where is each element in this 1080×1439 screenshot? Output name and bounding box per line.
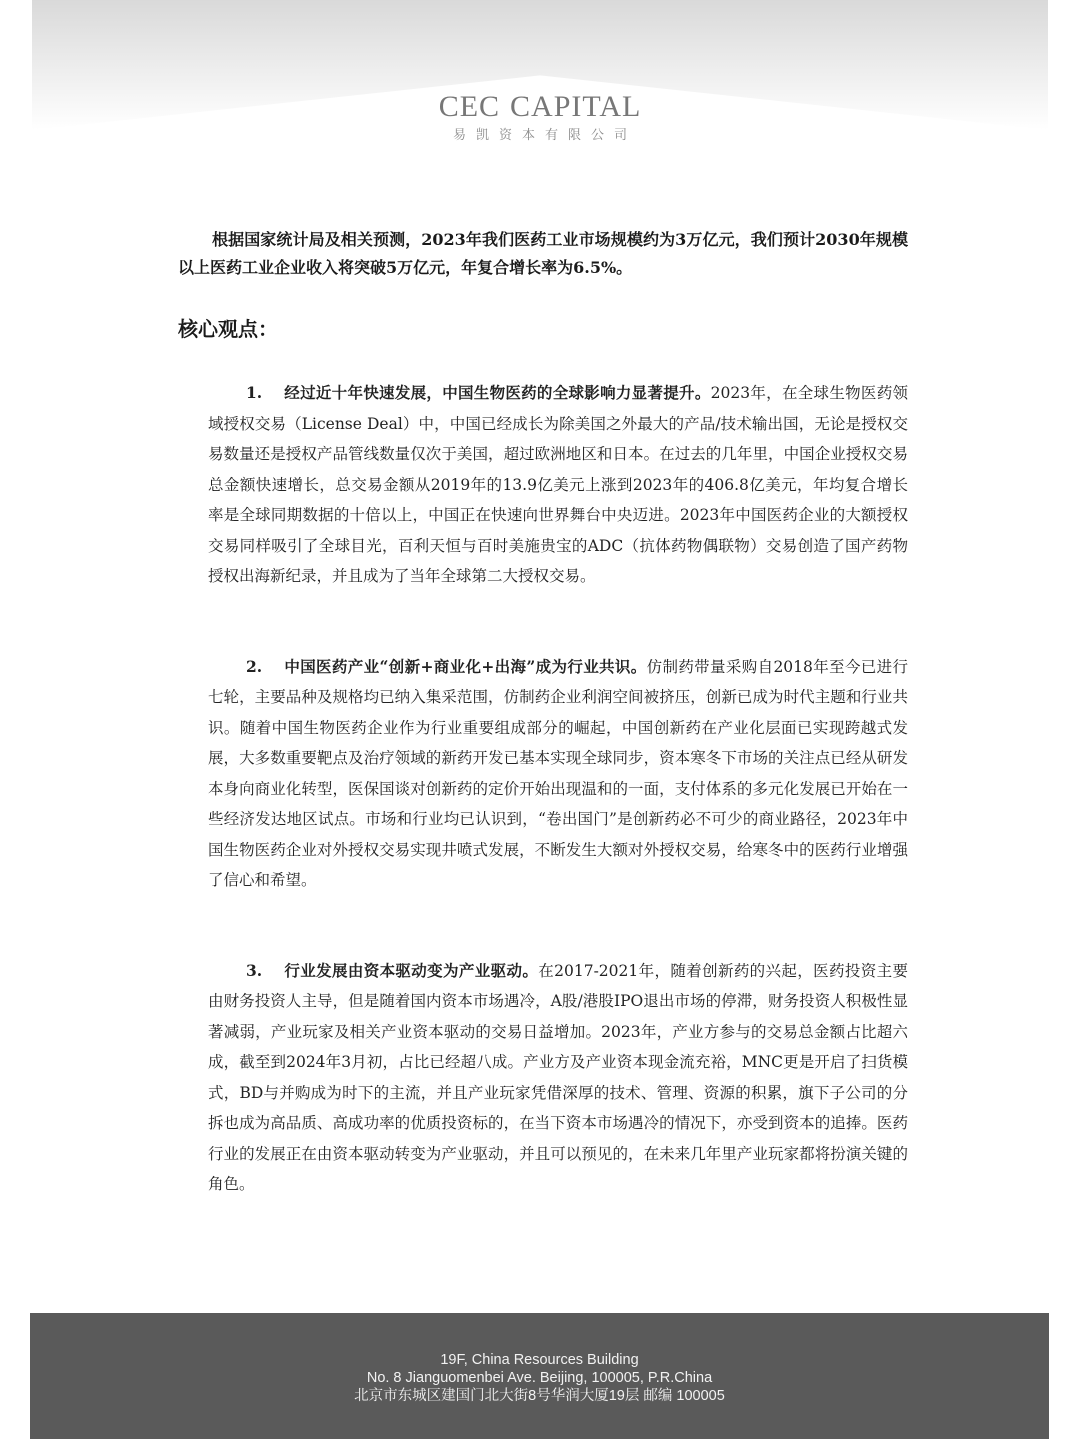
logo-capital: CAPITAL <box>510 90 642 123</box>
key-point-3 <box>208 956 908 1200</box>
footer-line-3: 北京市东城区建国门北大街8号华润大厦19层 邮编 100005 <box>354 1388 725 1404</box>
key-point-1 <box>208 378 908 592</box>
point-body: 仿制药带量采购自2018年至今已进行七轮，主要品种及规格均已纳入集采范围，仿制药企业利润空间被挤压，创新已成为时代主题和行业共识。随着中国生物医药企业作为行业重要组成部分的崛起，中国创新药在产业化层面已实现跨越式发展，大多数重要靶点及治疗领域的新药开发已基本实现全球同步，资本寒冬下市场的关注点已经从研发本身向商业化转型，医保国谈对创新药的定价开始出现温和的一面，支付体系的多元化发展已开始在一些经济发达地区试点。市场和行业均已认识到，“卷出国门”是创新药必不可少的商业路径，2023年中国生物医药企业对外授权交易实现井喷式发展，不断发生大额对外授权交易，给寒冬中的医药行业增强了信心和希望。 <box>208 657 909 889</box>
point-number: 1. <box>246 383 263 402</box>
point-lead: 行业发展由资本驱动变为产业驱动。 <box>284 960 539 980</box>
point-body: 2023年，在全球生物医药领域授权交易（License Deal）中，中国已经成长为除美国之外最大的产品/技术输出国，无论是授权交易数量还是授权产品管线数量仅次于美国，超过欧洲地区和日本。在过去的几年里，中国企业授权交易总金额快速增长，总交易金额从2019年的13.9亿美元上涨到2023年的406.8亿美元，年均复合增长率是全球同期数据的十倍以上，中国正在快速向世界舞台中央迈进。2023年中国医药企业的大额授权交易同样吸引了全球目光，百利天恒与百时美施贵宝的ADC（抗体药物偶联物）交易创造了国产药物授权出海新纪录，并且成为了当年全球第二大授权交易。 <box>208 384 908 585</box>
point-body: 在2017-2021年，随着创新药的兴起，医药投资主要由财务投资人主导，但是随着国内资本市场遇冷，A股/港股IPO退出市场的停滞，财务投资人积极性显著减弱，产业玩家及相关产业资本驱动的交易日益增加。2023年，产业方参与的交易总金额占比超六成，截至到2024年3月初，占比已经超八成。产业方及产业资本现金流充裕，MNC更是开启了扫货模式，BD与并购成为时下的主流，并且产业玩家凭借深厚的技术、管理、资源的积累，旗下子公司的分拆也成为高品质、高成功率的优质投资标的，在当下资本市场遇冷的情况下，亦受到资本的追捧。医药行业的发展正在由资本驱动转变为产业驱动，并且可以预见的，在未来几年里产业玩家都将扮演关键的角色。 <box>208 961 908 1193</box>
footer-line-1: 19F, China Resources Building <box>440 1352 639 1368</box>
point-number: 2. <box>246 656 263 676</box>
footer-address <box>30 1313 1049 1439</box>
section-title: 核心观点： <box>178 317 278 341</box>
logo-chinese-name: 易凯资本有限公司 <box>452 128 637 143</box>
logo-wordmark <box>0 90 1080 124</box>
footer-line-2: No. 8 Jianguomenbei Ave. Beijing, 100005, P.R.China <box>366 1370 713 1386</box>
key-point-2 <box>208 652 908 896</box>
intro-paragraph: 根据国家统计局及相关预测，2023年我们医药工业市场规模约为3万亿元，我们预计2030年规模以上医药工业企业收入将突破5万亿元，年复合增长率为6.5%。 <box>178 230 908 277</box>
point-number: 3. <box>246 960 263 980</box>
point-lead: 中国医药产业“创新+商业化+出海”成为行业共识。 <box>284 656 647 676</box>
point-lead: 经过近十年快速发展，中国生物医药的全球影响力显著提升。 <box>284 383 711 402</box>
company-logo <box>0 90 1080 143</box>
logo-cec: CEC <box>438 90 501 123</box>
document-body <box>178 226 908 1200</box>
